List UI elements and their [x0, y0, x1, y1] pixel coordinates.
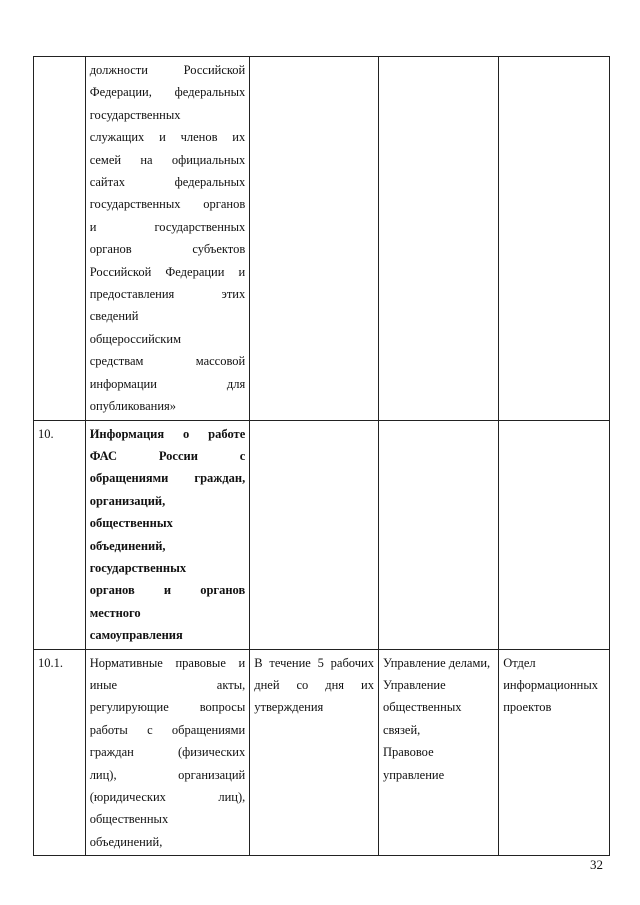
cell-line: служащих и членов их — [89, 130, 246, 145]
cell-line: местного — [89, 605, 141, 620]
row-number — [34, 57, 86, 421]
cell-line: Российской Федерации и — [89, 264, 246, 279]
cell-line: общественных — [89, 812, 169, 827]
cell-line: информационных — [503, 677, 599, 692]
cell-line: обращениями граждан, — [89, 471, 246, 486]
cell-line: семей на официальных — [89, 152, 246, 167]
cell-line: предоставления этих — [89, 287, 246, 302]
row-deadline — [250, 420, 379, 649]
cell-line: связей, — [382, 722, 421, 737]
cell-line: опубликования» — [89, 399, 177, 414]
cell-line: органов субъектов — [89, 242, 246, 257]
cell-line: органов и органов — [89, 583, 246, 598]
cell-line: общественных — [89, 516, 173, 531]
row-responsible — [378, 420, 498, 649]
cell-line: организаций, — [89, 493, 166, 508]
cell-line: государственных — [89, 560, 187, 575]
cell-line: Отдел — [503, 655, 536, 670]
cell-line: Нормативные правовые и — [89, 655, 246, 670]
cell-line: лиц), организаций — [89, 767, 246, 782]
cell-line: работы с обращениями — [89, 722, 246, 737]
cell-line: иные акты, — [89, 677, 246, 692]
row-deadline — [250, 57, 379, 421]
cell-line: (юридических лиц), — [89, 790, 246, 804]
row-text — [85, 420, 250, 649]
table-row — [34, 57, 610, 421]
cell-line: общественных — [382, 700, 462, 715]
page-number: 32 — [590, 857, 603, 872]
cell-line: средствам массовой — [89, 354, 246, 369]
cell-line: управление — [382, 767, 445, 782]
cell-line: объединений, — [89, 538, 166, 553]
table-row — [34, 420, 610, 649]
cell-line: информации для — [89, 376, 246, 391]
cell-line: дней со дня их — [254, 677, 374, 692]
cell-line: сведений — [89, 309, 139, 324]
row-number: 10. — [34, 420, 86, 649]
cell-line: Управление делами, — [382, 655, 491, 670]
cell-line: проектов — [503, 700, 552, 715]
cell-line: В течение 5 рабочих — [254, 655, 374, 670]
cell-line: Федерации, федеральных — [89, 85, 246, 100]
cell-line: граждан (физических — [89, 745, 246, 760]
row-number: 10.1. — [34, 649, 86, 856]
cell-line: объединений, — [89, 834, 163, 849]
cell-line: Правовое — [382, 745, 434, 760]
cell-line: общероссийским — [89, 331, 181, 346]
row-executor — [499, 420, 610, 649]
cell-line: ФАС России с — [89, 448, 246, 463]
row-text — [85, 57, 250, 421]
cell-line: и государственных — [89, 219, 246, 234]
row-text — [85, 649, 250, 856]
cell-line: утверждения — [254, 700, 324, 715]
cell-line: регулирующие вопросы — [89, 700, 246, 715]
table-row — [34, 649, 610, 856]
row-executor — [499, 649, 610, 856]
cell-line: самоуправления — [89, 628, 183, 643]
row-executor — [499, 57, 610, 421]
row-responsible — [378, 649, 498, 856]
cell-line: должности Российской — [89, 63, 246, 77]
document-table — [33, 56, 610, 856]
cell-line: сайтах федеральных — [89, 175, 246, 190]
row-responsible — [378, 57, 498, 421]
cell-line: Управление — [382, 677, 446, 692]
cell-line: государственных — [89, 107, 181, 122]
row-deadline — [250, 649, 379, 856]
cell-line: Информация о работе — [89, 426, 246, 441]
cell-line: государственных органов — [89, 197, 246, 212]
